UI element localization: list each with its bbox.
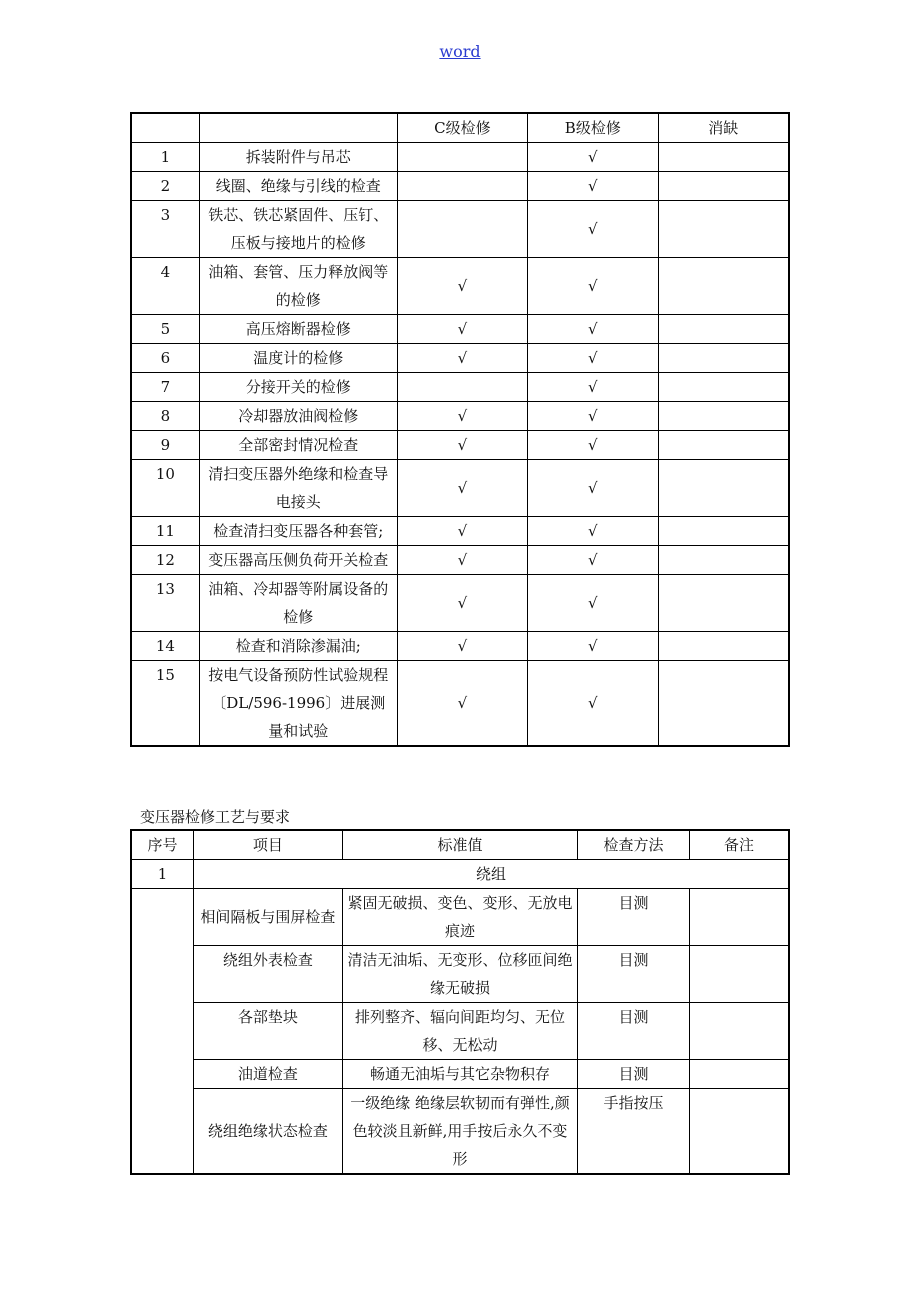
table-row bbox=[131, 1003, 789, 1060]
c-level-mark: √ bbox=[397, 258, 527, 315]
item-name: 清扫变压器外绝缘和检查导电接头 bbox=[199, 460, 397, 517]
defect-mark bbox=[658, 172, 789, 201]
defect-mark bbox=[658, 143, 789, 172]
row-number: 4 bbox=[131, 258, 199, 315]
section-caption: 变压器检修工艺与要求 bbox=[140, 808, 291, 826]
header-cell: 检查方法 bbox=[578, 830, 690, 860]
table-row bbox=[131, 1089, 789, 1175]
defect-mark bbox=[658, 546, 789, 575]
standard-value: 清洁无油垢、无变形、位移匝间绝缘无破损 bbox=[342, 946, 577, 1003]
header-cell: 标准值 bbox=[342, 830, 577, 860]
c-level-mark: √ bbox=[397, 315, 527, 344]
item-name: 线圈、绝缘与引线的检查 bbox=[199, 172, 397, 201]
item-name: 绕组外表检查 bbox=[193, 946, 342, 1003]
defect-mark bbox=[658, 431, 789, 460]
b-level-mark: √ bbox=[528, 201, 658, 258]
defect-mark bbox=[658, 344, 789, 373]
standard-value: 畅通无油垢与其它杂物积存 bbox=[342, 1060, 577, 1089]
remark bbox=[690, 946, 790, 1003]
row-number: 15 bbox=[131, 661, 199, 747]
c-level-mark bbox=[397, 373, 527, 402]
table-row bbox=[131, 517, 789, 546]
inspection-method: 目测 bbox=[578, 1060, 690, 1089]
row-number: 6 bbox=[131, 344, 199, 373]
table-row bbox=[131, 575, 789, 632]
b-level-mark: √ bbox=[528, 402, 658, 431]
process-requirements-table bbox=[130, 829, 790, 1175]
b-level-mark: √ bbox=[528, 431, 658, 460]
header-cell: 序号 bbox=[131, 830, 193, 860]
row-number: 7 bbox=[131, 373, 199, 402]
header-cell: 备注 bbox=[690, 830, 790, 860]
c-level-mark: √ bbox=[397, 460, 527, 517]
item-name: 油道检查 bbox=[193, 1060, 342, 1089]
defect-mark bbox=[658, 201, 789, 258]
b-level-mark: √ bbox=[528, 258, 658, 315]
item-name: 油箱、套管、压力释放阀等的检修 bbox=[199, 258, 397, 315]
row-number: 12 bbox=[131, 546, 199, 575]
remark bbox=[690, 1060, 790, 1089]
item-name: 按电气设备预防性试验规程〔DL/596-1996〕进展测量和试验 bbox=[199, 661, 397, 747]
item-name: 分接开关的检修 bbox=[199, 373, 397, 402]
defect-mark bbox=[658, 373, 789, 402]
b-level-mark: √ bbox=[528, 143, 658, 172]
defect-mark bbox=[658, 517, 789, 546]
table-row bbox=[131, 373, 789, 402]
row-number: 14 bbox=[131, 632, 199, 661]
header-cell bbox=[131, 113, 199, 143]
row-number: 11 bbox=[131, 517, 199, 546]
table-row bbox=[131, 431, 789, 460]
inspection-method: 手指按压 bbox=[578, 1089, 690, 1175]
item-name: 油箱、冷却器等附属设备的检修 bbox=[199, 575, 397, 632]
b-level-mark: √ bbox=[528, 661, 658, 747]
defect-mark bbox=[658, 460, 789, 517]
item-name: 拆装附件与吊芯 bbox=[199, 143, 397, 172]
c-level-mark bbox=[397, 172, 527, 201]
table-row bbox=[131, 315, 789, 344]
group-spacer-cell bbox=[131, 889, 193, 1175]
item-name: 各部垫块 bbox=[193, 1003, 342, 1060]
standard-value: 排列整齐、辐向间距均匀、无位移、无松动 bbox=[342, 1003, 577, 1060]
item-name: 相间隔板与围屏检查 bbox=[193, 889, 342, 946]
c-level-mark: √ bbox=[397, 661, 527, 747]
defect-mark bbox=[658, 258, 789, 315]
b-level-mark: √ bbox=[528, 575, 658, 632]
header-cell: 消缺 bbox=[658, 113, 789, 143]
defect-mark bbox=[658, 661, 789, 747]
c-level-mark: √ bbox=[397, 517, 527, 546]
c-level-mark: √ bbox=[397, 344, 527, 373]
defect-mark bbox=[658, 575, 789, 632]
item-name: 绕组绝缘状态检查 bbox=[193, 1089, 342, 1175]
defect-mark bbox=[658, 315, 789, 344]
row-number: 10 bbox=[131, 460, 199, 517]
b-level-mark: √ bbox=[528, 344, 658, 373]
c-level-mark: √ bbox=[397, 632, 527, 661]
table-row bbox=[131, 661, 789, 747]
header-cell: C级检修 bbox=[397, 113, 527, 143]
table-row bbox=[131, 632, 789, 661]
row-number: 1 bbox=[131, 143, 199, 172]
table-row bbox=[131, 344, 789, 373]
header-cell bbox=[199, 113, 397, 143]
section-row bbox=[131, 860, 789, 889]
item-name: 检查清扫变压器各种套管; bbox=[199, 517, 397, 546]
inspection-method: 目测 bbox=[578, 889, 690, 946]
remark bbox=[690, 1089, 790, 1175]
defect-mark bbox=[658, 632, 789, 661]
section-title: 绕组 bbox=[193, 860, 789, 889]
table-row bbox=[131, 1060, 789, 1089]
item-name: 检查和消除渗漏油; bbox=[199, 632, 397, 661]
row-number: 2 bbox=[131, 172, 199, 201]
table-header-row bbox=[131, 113, 789, 143]
maintenance-level-table bbox=[130, 112, 790, 747]
c-level-mark bbox=[397, 201, 527, 258]
b-level-mark: √ bbox=[528, 517, 658, 546]
table-row bbox=[131, 143, 789, 172]
remark bbox=[690, 889, 790, 946]
header-cell: 项目 bbox=[193, 830, 342, 860]
standard-value: 紧固无破损、变色、变形、无放电痕迹 bbox=[342, 889, 577, 946]
row-number: 8 bbox=[131, 402, 199, 431]
c-level-mark: √ bbox=[397, 431, 527, 460]
b-level-mark: √ bbox=[528, 632, 658, 661]
b-level-mark: √ bbox=[528, 460, 658, 517]
row-number: 9 bbox=[131, 431, 199, 460]
defect-mark bbox=[658, 402, 789, 431]
item-name: 温度计的检修 bbox=[199, 344, 397, 373]
b-level-mark: √ bbox=[528, 546, 658, 575]
item-name: 高压熔断器检修 bbox=[199, 315, 397, 344]
c-level-mark: √ bbox=[397, 402, 527, 431]
c-level-mark: √ bbox=[397, 546, 527, 575]
table-row bbox=[131, 889, 789, 946]
b-level-mark: √ bbox=[528, 315, 658, 344]
standard-value: 一级绝缘 绝缘层软韧而有弹性,颜色较淡且新鲜,用手按后永久不变形 bbox=[342, 1089, 577, 1175]
item-name: 变压器高压侧负荷开关检查 bbox=[199, 546, 397, 575]
header-word-link[interactable]: word bbox=[439, 42, 481, 61]
section-number: 1 bbox=[131, 860, 193, 889]
item-name: 铁芯、铁芯紧固件、压钉、压板与接地片的检修 bbox=[199, 201, 397, 258]
row-number: 5 bbox=[131, 315, 199, 344]
table-row bbox=[131, 172, 789, 201]
table-row bbox=[131, 201, 789, 258]
row-number: 3 bbox=[131, 201, 199, 258]
row-number: 13 bbox=[131, 575, 199, 632]
table-row bbox=[131, 402, 789, 431]
table-header-row bbox=[131, 830, 789, 860]
table-row bbox=[131, 946, 789, 1003]
b-level-mark: √ bbox=[528, 172, 658, 201]
b-level-mark: √ bbox=[528, 373, 658, 402]
item-name: 全部密封情况检查 bbox=[199, 431, 397, 460]
remark bbox=[690, 1003, 790, 1060]
inspection-method: 目测 bbox=[578, 1003, 690, 1060]
header-cell: B级检修 bbox=[528, 113, 658, 143]
table-row bbox=[131, 546, 789, 575]
table-row bbox=[131, 258, 789, 315]
c-level-mark bbox=[397, 143, 527, 172]
inspection-method: 目测 bbox=[578, 946, 690, 1003]
c-level-mark: √ bbox=[397, 575, 527, 632]
table-row bbox=[131, 460, 789, 517]
item-name: 冷却器放油阀检修 bbox=[199, 402, 397, 431]
